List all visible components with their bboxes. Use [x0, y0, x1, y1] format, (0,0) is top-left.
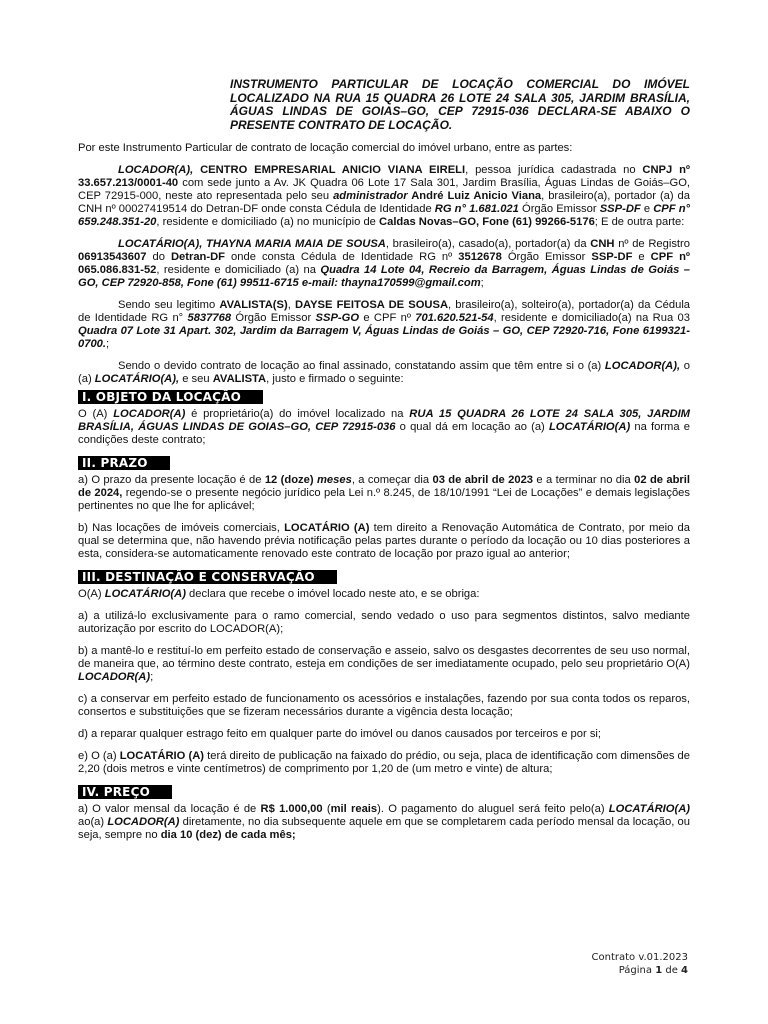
locatario-rg: 3512678 — [458, 251, 502, 263]
preco-words: mil reais — [330, 803, 378, 815]
locatario-cnh: CNH — [590, 238, 615, 250]
locatario-cpf: CPF nº 065.086.831-52 — [78, 251, 690, 276]
section-heading-wrap — [78, 570, 690, 585]
locador-emissor: SSP-DF — [599, 203, 641, 215]
closing-locador: LOCADOR(A), — [604, 360, 681, 372]
objeto-address: RUA 15 QUADRA 26 LOTE 24 SALA 305, JARDIM BRASÍLIA, ÁGUAS LINDAS DE GOIAS–GO, CEP 72915-036 — [78, 408, 690, 433]
text: e — [640, 203, 654, 215]
destinacao-item-c: c) a conservar em perfeito estado de funcionamento os acessórios e instalações, fazendo por sua conta todos os reparos, consertos e substituições que se fizeram necessários durante a vigência desta locação; — [78, 693, 690, 718]
text: a) O valor mensal da locação é de — [78, 803, 261, 815]
text: , — [287, 299, 295, 311]
prazo-item-a — [78, 474, 690, 513]
section-heading-wrap — [78, 456, 690, 471]
document-body — [78, 142, 690, 851]
text: Órgão Emissor — [518, 203, 600, 215]
preco-locatario: LOCATÁRIO(A) — [608, 803, 690, 815]
locatario-address: Quadra 14 Lote 04, Recreio da Barragem, Águas Lindas de Goiás – GO, CEP 72920-858, Fone (61) 99511-6715 e-mail: thayna170599@gmail.com — [78, 264, 690, 289]
text: Órgão Emissor — [501, 251, 592, 263]
objeto-locatario: LOCATÁRIO(A) — [548, 421, 631, 433]
closing-paragraph — [78, 360, 690, 386]
closing-avalista: AVALISTA — [212, 373, 267, 385]
text: ao(a) — [78, 816, 108, 828]
preco-day: dia 10 (dez) de cada mês; — [160, 829, 296, 841]
prazo-locatario: LOCATÁRIO (A) — [284, 522, 370, 534]
text: , residente e domiciliado (a) na — [156, 264, 321, 276]
admin-label: administrador — [333, 190, 408, 202]
page-number — [592, 964, 689, 977]
text: ( — [322, 803, 331, 815]
admin-name: André Luiz Anicio Viana — [407, 190, 542, 202]
avalista-cpf: 701.620.521-54 — [415, 312, 494, 324]
text: tem direito a Renovação Automática de Contrato, por meio da qual se determina que, não havendo prévia notificação pelas partes durante o período da locação ou 10 dias posteriores a esta, considera-se automaticamente renovado este contrato de locação por prazo igual ao anterior; — [78, 522, 690, 560]
destinacao-e-locatario: LOCATÁRIO (A) — [119, 750, 205, 762]
objeto-locador: LOCADOR(A) — [113, 408, 186, 420]
locatario-detran: Detran-DF — [170, 251, 226, 263]
section-objeto-paragraph — [78, 408, 690, 447]
locador-name: CENTRO EMPRESARIAL ANICIO VIANA EIRELI — [200, 164, 466, 176]
text: , residente e domiciliado (a) no município de — [156, 216, 380, 228]
text: , residente e domiciliado(a) na Rua 03 — [493, 312, 690, 324]
destinacao-intro — [78, 588, 690, 601]
locador-paragraph — [78, 164, 690, 229]
text: diretamente, no dia subsequente aquele em que se completarem cada período mensal da locação, ou seja, sempre no — [78, 816, 690, 841]
text: O (A) — [78, 408, 114, 420]
text: nº de Registro — [614, 238, 690, 250]
page-total: 4 — [681, 965, 688, 976]
text: , brasileiro(a), casado(a), portador(a) da — [385, 238, 591, 250]
section-heading-prazo: II. PRAZO — [78, 456, 170, 470]
prazo-meses: meses — [313, 474, 352, 486]
locador-label: LOCADOR(A), — [118, 164, 194, 176]
text: declara que recebe o imóvel locado neste ato, e se obriga: — [185, 588, 480, 600]
contract-version: Contrato v.01.2023 — [591, 952, 688, 963]
text: , pessoa jurídica cadastrada no — [465, 164, 643, 176]
text: ; — [150, 671, 154, 683]
text: é proprietário(a) do imóvel localizado na — [185, 408, 410, 420]
prazo-end: 02 de abril de 2024, — [78, 474, 690, 499]
text: ; — [106, 338, 110, 350]
prazo-term: 12 (doze) — [264, 474, 314, 486]
preco-locador: LOCADOR(A) — [107, 816, 180, 828]
page-sep: de — [665, 965, 678, 976]
text: ; E de outra parte: — [594, 216, 685, 228]
section-heading-destinacao: III. DESTINAÇÃO E CONSERVAÇÃO — [78, 570, 337, 584]
preco-value: R$ 1.000,00 — [260, 803, 323, 815]
text: na forma e condições deste contrato; — [78, 421, 690, 446]
destinacao-locatario: LOCATÁRIO(A) — [104, 588, 186, 600]
destinacao-item-a: a) a utilizá-lo exclusivamente para o ramo comercial, sendo vedado o uso para segmentos distintos, salvo mediante autorização por escrito do LOCADOR(A); — [78, 610, 690, 635]
prazo-item-b — [78, 522, 690, 561]
page-label: Página — [618, 965, 652, 976]
prazo-start: 03 de abril de 2023 — [432, 474, 534, 486]
preco-item-a — [78, 803, 690, 842]
destinacao-item-d: d) a reparar qualquer estrago feito em qualquer parte do imóvel ou danos causados por terceiros e por si; — [78, 728, 602, 740]
destinacao-item-b — [78, 645, 690, 684]
text: e seu — [179, 373, 213, 385]
text: regendo-se o presente negócio jurídico pela Lei n.º 8.245, de 18/10/1991 “Lei de Locações” e demais legislações pertinentes no que lhe for aplicável; — [78, 487, 690, 512]
page-current: 1 — [655, 965, 663, 976]
text: , justo e firmado o seguinte: — [266, 373, 404, 385]
locador-rg: RG n° 1.681.021 — [434, 203, 519, 215]
text: ; — [480, 277, 484, 289]
section-heading-wrap — [78, 785, 690, 800]
avalista-name: DAYSE FEITOSA DE SOUSA — [294, 299, 449, 311]
text: ). O pagamento do aluguel será feito pelo(a) — [377, 803, 609, 815]
text: Órgão Emissor — [231, 312, 316, 324]
text: o qual dá em locação ao (a) — [395, 421, 549, 433]
intro-paragraph: Por este Instrumento Particular de contrato de locação comercial do imóvel urbano, entre as partes: — [78, 142, 573, 154]
avalista-label: AVALISTA(S) — [219, 299, 288, 311]
text: e) O (a) — [78, 750, 120, 762]
section-heading-objeto: I. OBJETO DA LOCAÇÃO — [78, 390, 263, 404]
section-heading-preco: IV. PREÇO — [78, 785, 172, 799]
locatario-emissor: SSP-DF — [591, 251, 633, 263]
text: b) a mantê-lo e restituí-lo em perfeito estado de conservação e asseio, salvo os desgastes decorrentes de seu uso normal, de maneira que, ao término deste contrato, esteja em condições de ser imediatamente ocupado, pelo seu proprietário O(A) — [78, 645, 690, 670]
text: , a começar dia — [351, 474, 433, 486]
text: O(A) — [78, 588, 105, 600]
section-heading-wrap — [78, 390, 690, 405]
text: e — [632, 251, 651, 263]
text: e a terminar no dia — [533, 474, 635, 486]
text: do — [146, 251, 171, 263]
locatario-cnh-num: 06913543607 — [78, 251, 147, 263]
text: e CPF nº — [359, 312, 416, 324]
destinacao-locador: LOCADOR(A) — [78, 671, 151, 683]
locador-cpf: CPF n° 659.248.351-20 — [78, 203, 690, 228]
avalista-paragraph — [78, 299, 690, 351]
text: , brasileiro(a), solteiro(a), portador(a) da Cédula de Identidade RG n° — [78, 299, 691, 324]
locatario-label: LOCATÁRIO(A), THAYNA MARIA MAIA DE SOUSA — [118, 238, 386, 250]
text: com sede junto a Av. JK Quadra 06 Lote 17 Sala 301, Jardim Brasília, Águas Lindas de Goiás–GO, CEP 72915-000, neste ato representada pelo seu — [78, 177, 690, 202]
text: b) Nas locações de imóveis comerciais, — [78, 522, 285, 534]
text: terá direito de publicação na faixado do prédio, ou seja, placa de identificação com dimensões de 2,20 (dois metros e vinte centímetros) de comprimento por 1,20 de (um metro e vinte) de altura; — [78, 750, 690, 775]
avalista-address: Quadra 07 Lote 31 Apart. 302, Jardim da Barragem V, Águas Lindas de Goiás – GO, CEP 72920-716, Fone 6199321-0700. — [78, 325, 690, 350]
document-title: INSTRUMENTO PARTICULAR DE LOCAÇÃO COMERCIAL DO IMÓVEL LOCALIZADO NA RUA 15 QUADRA 26 LOTE 24 SALA 305, JARDIM BRASÍLIA, ÁGUAS LINDAS DE GOIAS–GO, CEP 72915-036 DECLARA-SE ABAIXO O PRESENTE CONTRATO DE LOCAÇÃO. — [230, 77, 690, 132]
text: Sendo seu legitimo — [118, 299, 220, 311]
text: onde consta Cédula de Identidade RG nº — [225, 251, 459, 263]
page-footer — [592, 951, 689, 977]
text: Sendo o devido contrato de locação ao final assinado, constatando assim que têm entre si o (a) — [118, 360, 605, 372]
avalista-emissor: SSP-GO — [315, 312, 360, 324]
text: o (a) — [78, 360, 690, 385]
text: , brasileiro(a), portador (a) da CNH nº 00027419514 do Detran-DF onde consta Cédula de Identidade — [78, 190, 690, 215]
destinacao-item-e — [78, 750, 690, 776]
locatario-paragraph — [78, 238, 690, 290]
closing-locatario: LOCATÁRIO(A), — [94, 373, 180, 385]
locador-cnpj: CNPJ nº 33.657.213/0001-40 — [78, 164, 690, 189]
avalista-rg: 5837768 — [187, 312, 232, 324]
locador-city: Caldas Novas–GO, Fone (61) 99266-5176 — [379, 216, 595, 228]
text: a) O prazo da presente locação é de — [78, 474, 265, 486]
